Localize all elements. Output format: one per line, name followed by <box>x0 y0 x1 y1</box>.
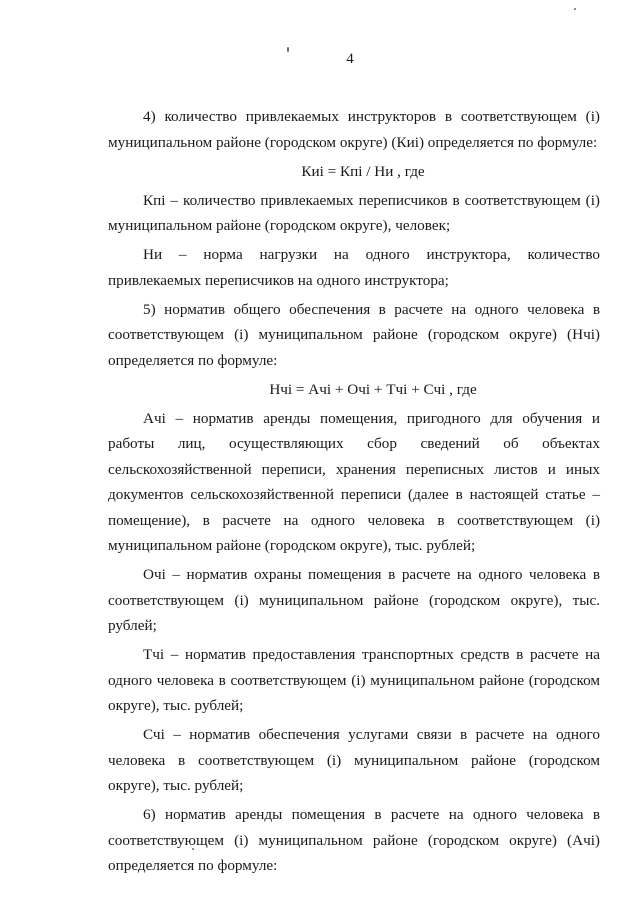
definition-sch: Счi – норматив обеспечения услугами связи в расчете на одного человека в соответствующем (i) муниципальном районе (городском округе), тыс. рублей; <box>108 726 600 794</box>
page-number: 4 <box>346 51 354 67</box>
scan-speck <box>287 47 289 52</box>
definition-och: Очi – норматив охраны помещения в расчете на одного человека в соответствующем (i) муниципальном районе (городском округе), тыс. рублей; <box>108 566 600 634</box>
definition-kp: Кпi – количество привлекаемых переписчиков в соответствующем (i) муниципальном районе (городском округе), человек; <box>108 191 600 234</box>
paragraph-4-intro: 4) количество привлекаемых инструкторов в соответствующем (i) муниципальном районе (городском округе) (Киi) определяется по формуле: <box>108 108 600 151</box>
paragraph-6-intro: 6) норматив аренды помещения в расчете на одного человека в соответствующем (i) муниципальном районе (городском округе) (Ачi) определяется по формуле: <box>108 806 600 874</box>
document-body <box>108 104 600 882</box>
definition-ni: Ни – норма нагрузки на одного инструктора, количество привлекаемых переписчиков на одного инструктора; <box>108 246 600 289</box>
definition-ach: Ачi – норматив аренды помещения, пригодного для обучения и работы лиц, осуществляющих сбор сведений об объектах сельскохозяйственной переписи, хранения переписных листов и иных документов сельскохозяйственной переписи (далее в настоящей статье – помещение), в расчете на одного человека в соответствующем (i) муниципальном районе (городском округе), тыс. рублей; <box>108 409 600 554</box>
formula-instructors: Киi = Кпi / Ни , где <box>301 162 425 180</box>
paragraph-5-intro: 5) норматив общего обеспечения в расчете на одного человека в соответствующем (i) муниципальном районе (городском округе) (Нчi) определяется по формуле: <box>108 300 600 369</box>
definition-tch: Тчi – норматив предоставления транспортных средств в расчете на одного человека в соответствующем (i) муниципальном районе (городском округе), тыс. рублей; <box>108 646 600 714</box>
formula-general-norm: Нчi = Ачi + Очi + Тчi + Счi , где <box>269 380 477 398</box>
scan-speck <box>574 8 576 10</box>
